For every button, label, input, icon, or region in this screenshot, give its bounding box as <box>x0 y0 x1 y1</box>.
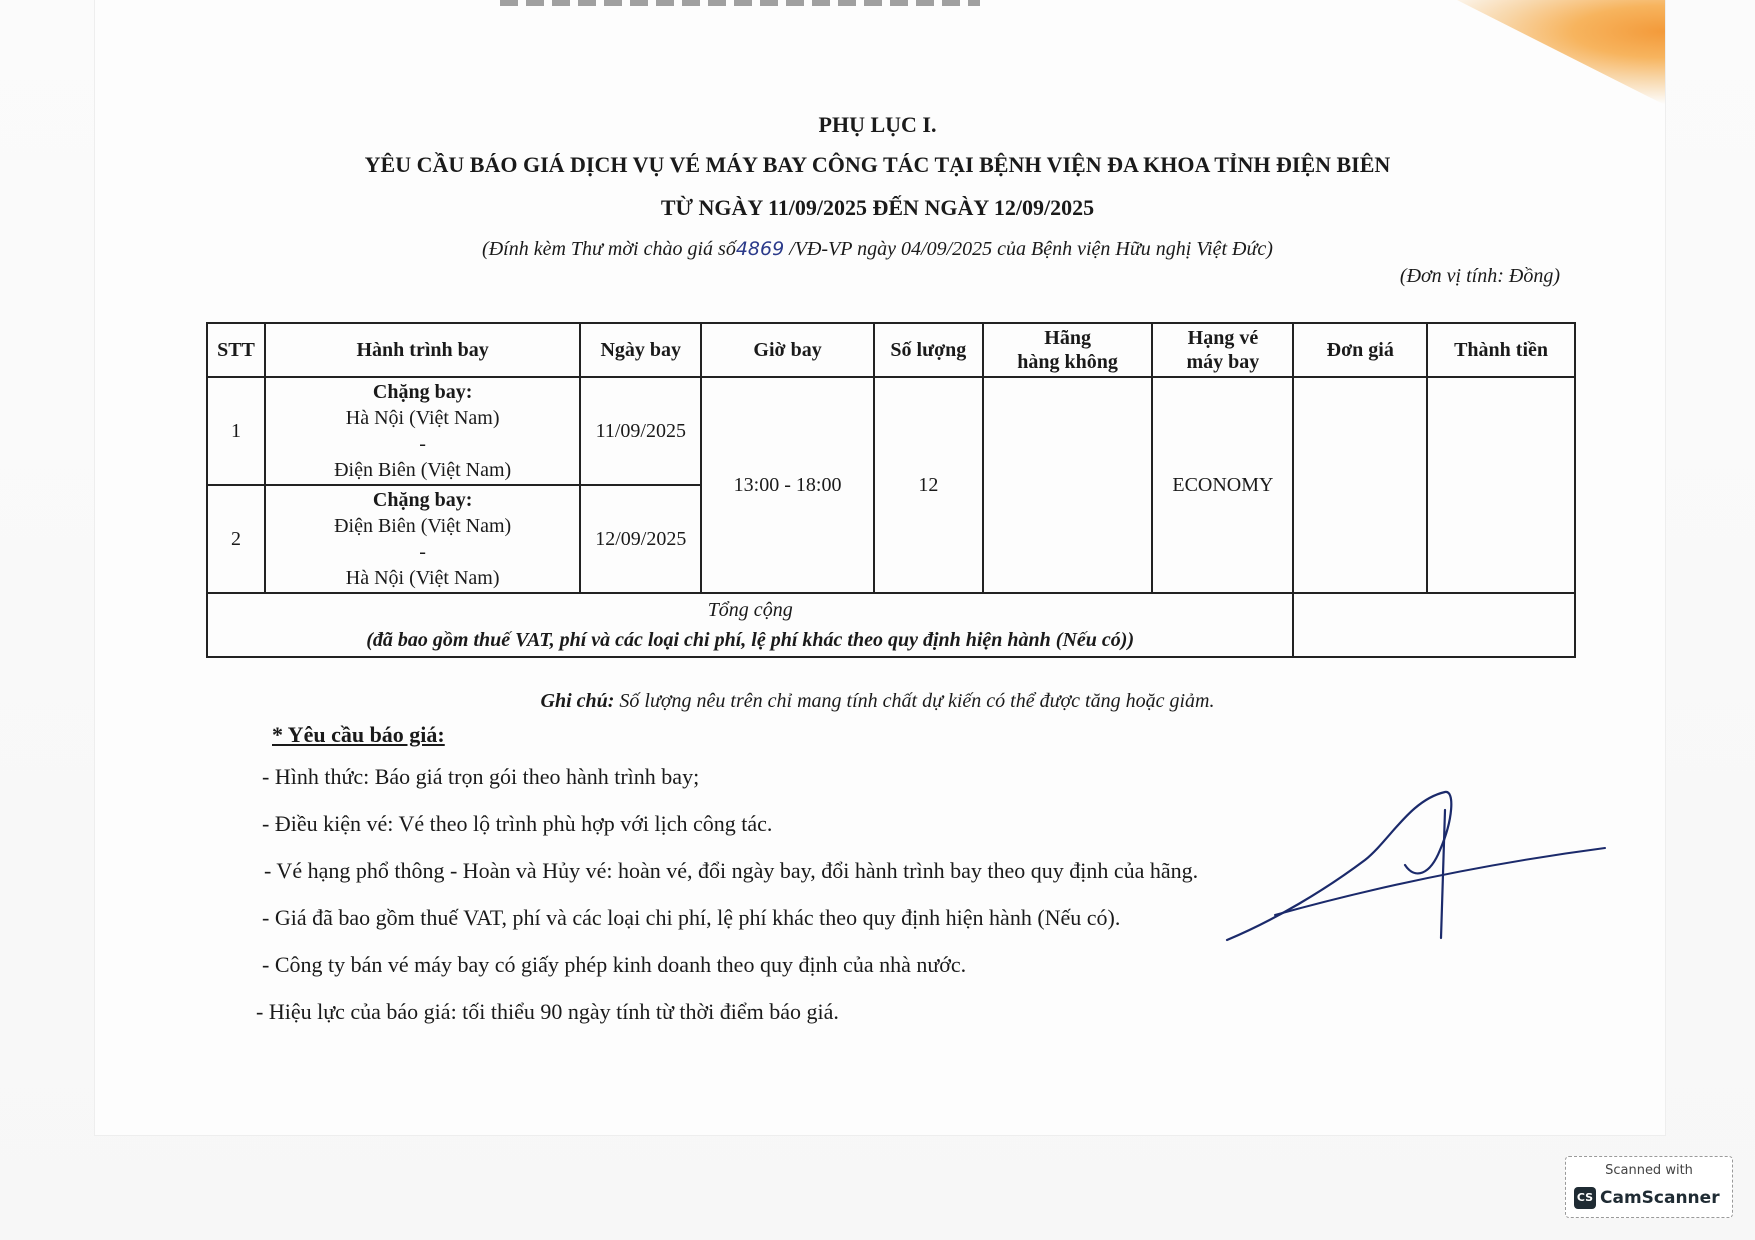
cut-off-top-text <box>500 0 980 6</box>
col-stt: STT <box>207 323 265 377</box>
list-item: - Giá đã bao gồm thuế VAT, phí và các loại chi phí, lệ phí khác theo quy định hiện hành (Nếu có). <box>262 905 1121 930</box>
col-amount: Thành tiền <box>1427 323 1575 377</box>
list-item: - Công ty bán vé máy bay có giấy phép kinh doanh theo quy định của nhà nước. <box>262 952 967 977</box>
col-class-line1: Hạng vé <box>1187 327 1259 349</box>
list-item: - Hình thức: Báo giá trọn gói theo hành trình bay; <box>262 764 700 789</box>
total-label: Tổng cộng <box>707 599 793 621</box>
currency-unit: (Đơn vị tính: Đồng) <box>1399 265 1560 287</box>
badge-top-text: Scanned with <box>1605 1163 1693 1178</box>
total-label-cell <box>207 593 1293 657</box>
period-heading: TỪ NGÀY 11/09/2025 ĐẾN NGÀY 12/09/2025 <box>660 195 1095 220</box>
list-item: - Vé hạng phổ thông - Hoàn và Hủy vé: hoàn vé, đổi ngày bay, đổi hành trình bay theo quy định của hãng. <box>264 858 1199 883</box>
col-airline-line1: Hãng <box>1044 327 1091 349</box>
col-time: Giờ bay <box>701 323 874 377</box>
row-2-stt: 2 <box>207 485 265 593</box>
footnote <box>0 690 1755 713</box>
attachment-line <box>0 238 1755 261</box>
attach-prefix: (Đính kèm Thư mời chào giá số <box>482 238 736 260</box>
row-2-date: 12/09/2025 <box>580 485 701 593</box>
quote-table <box>206 322 1576 658</box>
row-1-date: 11/09/2025 <box>580 377 701 485</box>
ticket-class: ECONOMY <box>1152 377 1293 593</box>
row-1-segment-label: Chặng bay: <box>372 381 473 403</box>
row-1-dash: - <box>419 433 426 455</box>
list-item: - Điều kiện vé: Vé theo lộ trình phù hợp với lịch công tác. <box>262 811 773 836</box>
badge-name: CamScanner <box>1600 1188 1720 1208</box>
requirements-list <box>256 762 1199 1044</box>
col-unit-price: Đơn giá <box>1293 323 1427 377</box>
table-header-row <box>207 323 1575 377</box>
signature-icon <box>1215 790 1615 950</box>
quantity: 12 <box>874 377 983 593</box>
col-airline <box>983 323 1153 377</box>
total-amount-cell <box>1293 593 1575 657</box>
col-route: Hành trình bay <box>265 323 580 377</box>
amount-cell <box>1427 377 1575 593</box>
row-2-segment-label: Chặng bay: <box>372 489 473 511</box>
row-2-to: Hà Nội (Việt Nam) <box>345 567 500 589</box>
attach-suffix: /VĐ-VP ngày 04/09/2025 của Bệnh viện Hữu nghị Việt Đức) <box>784 238 1273 260</box>
row-2-dash: - <box>419 541 426 563</box>
row-2-from: Điện Biên (Việt Nam) <box>334 515 512 537</box>
handwritten-number: 4869 <box>735 238 785 260</box>
camscanner-logo-icon: CS <box>1574 1187 1596 1209</box>
col-qty: Số lượng <box>874 323 983 377</box>
col-airline-line2: hàng không <box>1017 351 1118 373</box>
table-row <box>207 377 1575 485</box>
unit-price-cell <box>1293 377 1427 593</box>
total-note: (đã bao gồm thuế VAT, phí và các loại chi phí, lệ phí khác theo quy định hiện hành (Nếu có)) <box>366 629 1135 651</box>
row-1-stt: 1 <box>207 377 265 485</box>
document-title: YÊU CẦU BÁO GIÁ DỊCH VỤ VÉ MÁY BAY CÔNG TÁC TẠI BỆNH VIỆN ĐA KHOA TỈNH ĐIỆN BIÊN <box>364 152 1391 177</box>
footnote-text: Số lượng nêu trên chỉ mang tính chất dự kiến có thể được tăng hoặc giảm. <box>614 690 1215 712</box>
appendix-heading: PHỤ LỤC I. <box>818 112 937 137</box>
camscanner-badge <box>1565 1156 1733 1218</box>
row-1-to: Điện Biên (Việt Nam) <box>334 459 512 481</box>
col-class-line2: máy bay <box>1186 351 1260 373</box>
total-row <box>207 593 1575 657</box>
airline-cell <box>983 377 1153 593</box>
flight-time: 13:00 - 18:00 <box>701 377 874 593</box>
row-1-from: Hà Nội (Việt Nam) <box>345 407 500 429</box>
requirements-title: * Yêu cầu báo giá: <box>272 722 445 747</box>
footnote-label: Ghi chú: <box>540 690 615 712</box>
row-1-route <box>265 377 580 485</box>
list-item: - Hiệu lực của báo giá: tối thiểu 90 ngày tính từ thời điểm báo giá. <box>256 999 839 1024</box>
col-class <box>1152 323 1293 377</box>
col-date: Ngày bay <box>580 323 701 377</box>
row-2-route <box>265 485 580 593</box>
